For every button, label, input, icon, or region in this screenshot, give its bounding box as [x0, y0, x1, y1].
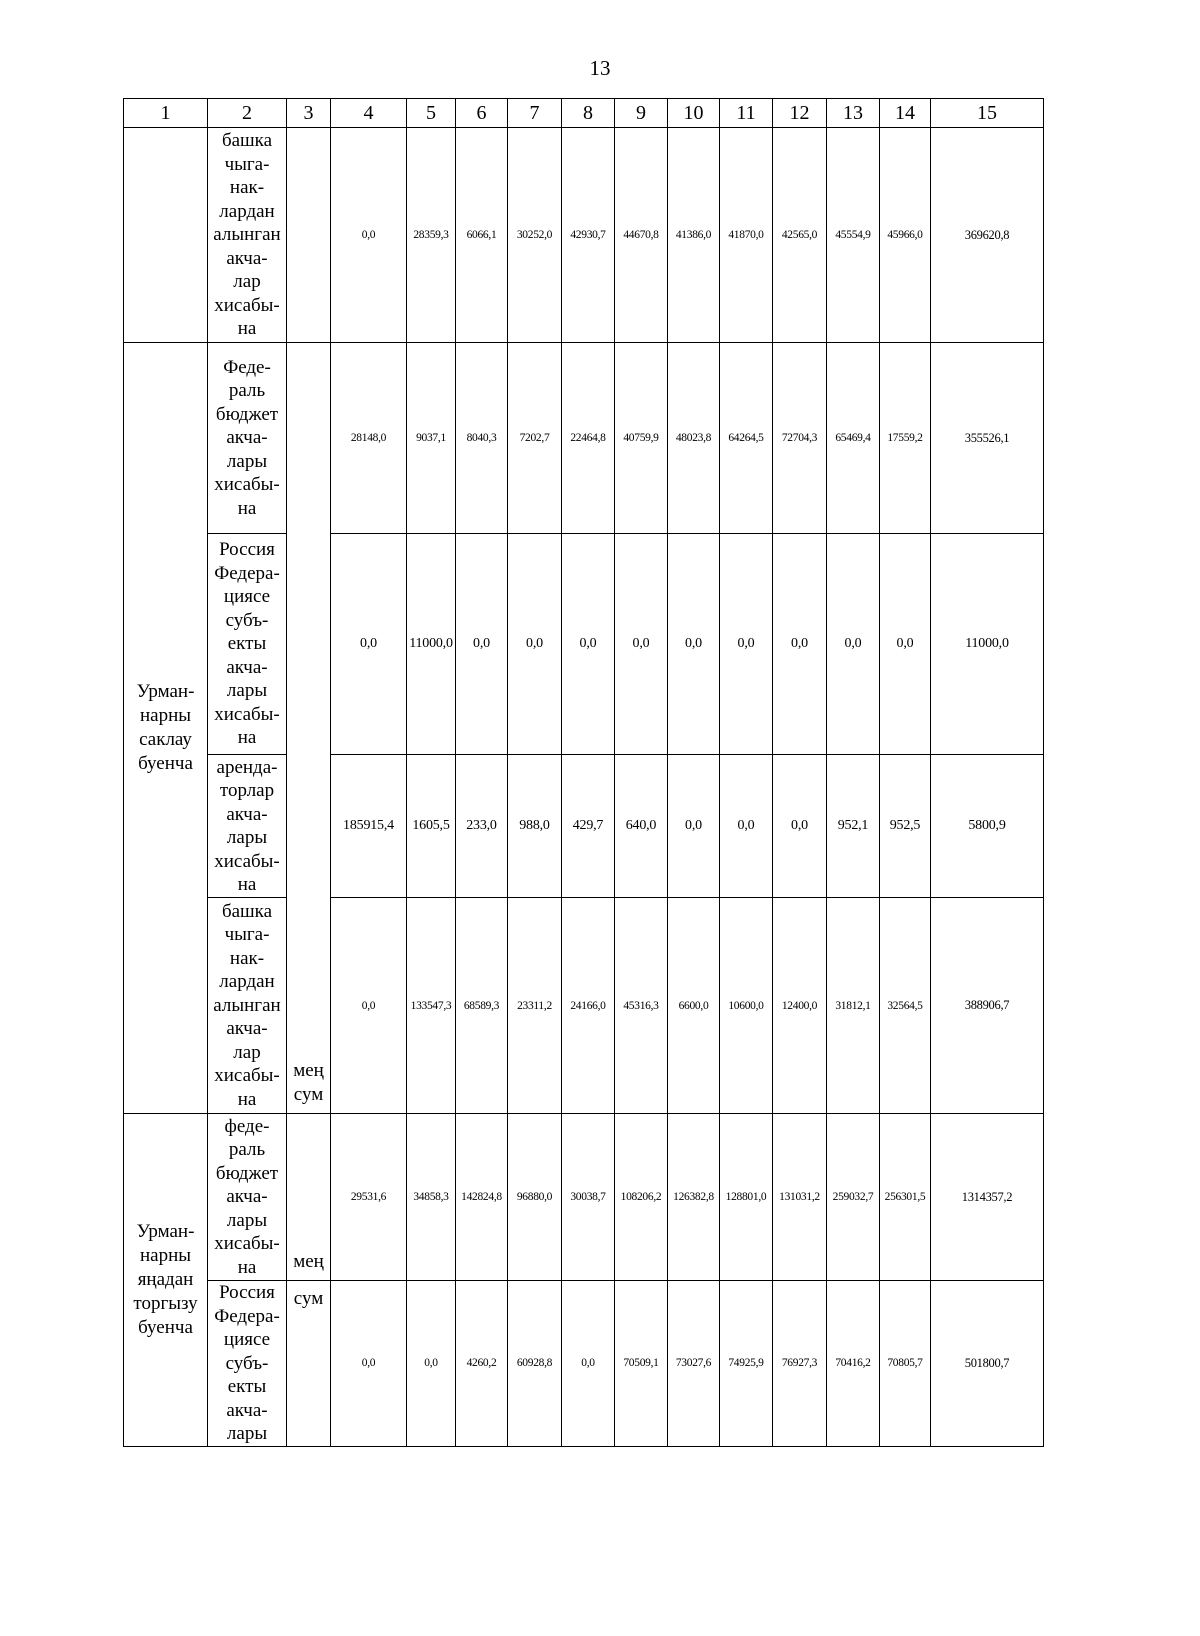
value-cell: 9037,1: [407, 343, 456, 534]
total-cell: 388906,7: [931, 898, 1044, 1114]
value-cell: 142824,8: [456, 1114, 508, 1281]
value-cell: 17559,2: [880, 343, 931, 534]
funding-source-cell: аренда- торлар акча- лары хисабы- на: [208, 755, 287, 898]
header-cell: 13: [827, 99, 880, 128]
table-row: [124, 128, 1044, 343]
value-cell: 23311,2: [508, 898, 562, 1114]
value-cell: 429,7: [562, 755, 615, 898]
total-cell: 1314357,2: [931, 1114, 1044, 1281]
value-cell: 0,0: [562, 1281, 615, 1447]
header-cell: 7: [508, 99, 562, 128]
value-cell: 76927,3: [773, 1281, 827, 1447]
value-cell: 45554,9: [827, 128, 880, 343]
table-row: [124, 1281, 1044, 1447]
total-cell: 501800,7: [931, 1281, 1044, 1447]
funding-source-cell: башка чыга- нак- лардан алынган акча- лар хисабы- на: [208, 128, 287, 343]
value-cell: 0,0: [668, 755, 720, 898]
table-row: [124, 898, 1044, 1114]
value-cell: 133547,3: [407, 898, 456, 1114]
value-cell: 0,0: [456, 534, 508, 755]
value-cell: 1605,5: [407, 755, 456, 898]
value-cell: 0,0: [827, 534, 880, 755]
funding-source-cell: Россия Федера- циясе субъ- екты акча- лары: [208, 1281, 287, 1447]
header-cell: 3: [287, 99, 331, 128]
value-cell: 0,0: [331, 534, 407, 755]
value-cell: 0,0: [407, 1281, 456, 1447]
value-cell: 44670,8: [615, 128, 668, 343]
funding-source-cell: башка чыга- нак- лардан алынган акча- лар хисабы- на: [208, 898, 287, 1114]
value-cell: 108206,2: [615, 1114, 668, 1281]
value-cell: 0,0: [331, 898, 407, 1114]
header-cell: 4: [331, 99, 407, 128]
value-cell: 70509,1: [615, 1281, 668, 1447]
total-cell: 355526,1: [931, 343, 1044, 534]
value-cell: 952,5: [880, 755, 931, 898]
value-cell: 8040,3: [456, 343, 508, 534]
value-cell: 45316,3: [615, 898, 668, 1114]
header-cell: 5: [407, 99, 456, 128]
value-cell: 70805,7: [880, 1281, 931, 1447]
unit-cell: [287, 128, 331, 343]
value-cell: 0,0: [880, 534, 931, 755]
value-cell: 41386,0: [668, 128, 720, 343]
value-cell: 12400,0: [773, 898, 827, 1114]
funding-source-cell: феде- раль бюджет акча- лары хисабы- на: [208, 1114, 287, 1281]
header-cell: 15: [931, 99, 1044, 128]
total-cell: 5800,9: [931, 755, 1044, 898]
value-cell: 0,0: [508, 534, 562, 755]
value-cell: 68589,3: [456, 898, 508, 1114]
header-cell: 14: [880, 99, 931, 128]
value-cell: 28148,0: [331, 343, 407, 534]
value-cell: 0,0: [562, 534, 615, 755]
value-cell: 0,0: [720, 755, 773, 898]
value-cell: 30252,0: [508, 128, 562, 343]
section-label-cell: Урман- нарны саклау буенча: [124, 343, 208, 1114]
table-row: [124, 1114, 1044, 1281]
value-cell: 256301,5: [880, 1114, 931, 1281]
section-label-cell: Урман- нарны яңадан торгызу буенча: [124, 1114, 208, 1447]
value-cell: 64264,5: [720, 343, 773, 534]
value-cell: 40759,9: [615, 343, 668, 534]
value-cell: 42565,0: [773, 128, 827, 343]
page-number: 13: [589, 56, 611, 80]
value-cell: 34858,3: [407, 1114, 456, 1281]
header-cell: 2: [208, 99, 287, 128]
unit-cell: сум: [287, 1281, 331, 1447]
value-cell: 6600,0: [668, 898, 720, 1114]
value-cell: 22464,8: [562, 343, 615, 534]
header-cell: 6: [456, 99, 508, 128]
value-cell: 640,0: [615, 755, 668, 898]
value-cell: 45966,0: [880, 128, 931, 343]
value-cell: 4260,2: [456, 1281, 508, 1447]
funding-source-cell: Россия Федера- циясе субъ- екты акча- лары хисабы- на: [208, 534, 287, 755]
value-cell: 24166,0: [562, 898, 615, 1114]
unit-cell: мең сум: [287, 343, 331, 1114]
value-cell: 0,0: [615, 534, 668, 755]
header-row: [124, 99, 1044, 128]
header-cell: 1: [124, 99, 208, 128]
header-cell: 11: [720, 99, 773, 128]
value-cell: 48023,8: [668, 343, 720, 534]
value-cell: 131031,2: [773, 1114, 827, 1281]
value-cell: 0,0: [331, 1281, 407, 1447]
header-cell: 12: [773, 99, 827, 128]
table-row: [124, 755, 1044, 898]
value-cell: 0,0: [720, 534, 773, 755]
header-cell: 10: [668, 99, 720, 128]
value-cell: 0,0: [668, 534, 720, 755]
value-cell: 29531,6: [331, 1114, 407, 1281]
value-cell: 70416,2: [827, 1281, 880, 1447]
funding-source-cell: Феде- раль бюджет акча- лары хисабы- на: [208, 343, 287, 534]
total-cell: 11000,0: [931, 534, 1044, 755]
value-cell: 233,0: [456, 755, 508, 898]
data-table: [123, 98, 1044, 1447]
value-cell: 31812,1: [827, 898, 880, 1114]
table-row: [124, 534, 1044, 755]
value-cell: 0,0: [773, 534, 827, 755]
value-cell: 72704,3: [773, 343, 827, 534]
value-cell: 60928,8: [508, 1281, 562, 1447]
value-cell: 952,1: [827, 755, 880, 898]
value-cell: 10600,0: [720, 898, 773, 1114]
value-cell: 988,0: [508, 755, 562, 898]
unit-cell: мең: [287, 1114, 331, 1281]
value-cell: 28359,3: [407, 128, 456, 343]
value-cell: 6066,1: [456, 128, 508, 343]
header-cell: 8: [562, 99, 615, 128]
value-cell: 41870,0: [720, 128, 773, 343]
value-cell: 128801,0: [720, 1114, 773, 1281]
value-cell: 185915,4: [331, 755, 407, 898]
value-cell: 96880,0: [508, 1114, 562, 1281]
value-cell: 30038,7: [562, 1114, 615, 1281]
value-cell: 32564,5: [880, 898, 931, 1114]
value-cell: 7202,7: [508, 343, 562, 534]
value-cell: 0,0: [773, 755, 827, 898]
total-cell: 369620,8: [931, 128, 1044, 343]
value-cell: 259032,7: [827, 1114, 880, 1281]
header-cell: 9: [615, 99, 668, 128]
value-cell: 73027,6: [668, 1281, 720, 1447]
section-label-cell: [124, 128, 208, 343]
value-cell: 0,0: [331, 128, 407, 343]
value-cell: 42930,7: [562, 128, 615, 343]
value-cell: 126382,8: [668, 1114, 720, 1281]
value-cell: 65469,4: [827, 343, 880, 534]
table-row: [124, 343, 1044, 534]
value-cell: 11000,0: [407, 534, 456, 755]
value-cell: 74925,9: [720, 1281, 773, 1447]
